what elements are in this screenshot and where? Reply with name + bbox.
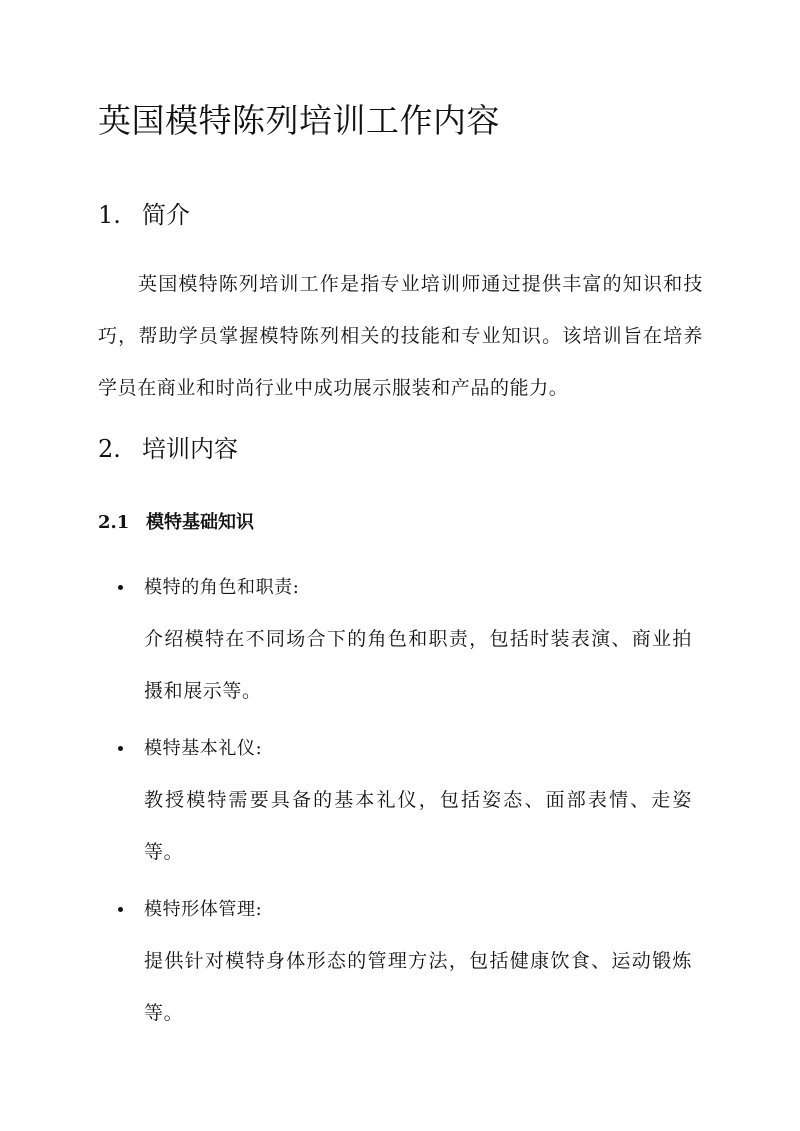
- list-item-label: 模特形体管理:: [144, 899, 263, 920]
- document-title: 英国模特陈列培训工作内容: [98, 101, 500, 140]
- subsection-number: 2.1: [98, 512, 130, 533]
- bullet-icon: [118, 746, 123, 751]
- intro-paragraph: 英国模特陈列培训工作是指专业培训师通过提供丰富的知识和技巧，帮助学员掌握模特陈列相关的技能和专业知识。该培训旨在培养学员在商业和时尚行业中成功展示服装和产品的能力。: [98, 273, 703, 399]
- list-item-description: 提供针对模特身体形态的管理方法，包括健康饮食、运动锻炼等。: [144, 950, 692, 1024]
- section-number: 2.: [98, 435, 121, 463]
- section-heading-training-content: [98, 429, 238, 464]
- section-title: 简介: [142, 201, 190, 229]
- list-item-label: 模特的角色和职责:: [144, 577, 300, 598]
- bullet-icon: [118, 907, 123, 912]
- section-number: 1.: [98, 201, 121, 229]
- list-item-description: 教授模特需要具备的基本礼仪，包括姿态、面部表情、走姿等。: [144, 789, 692, 863]
- section-title: 培训内容: [142, 435, 238, 463]
- list-item-label: 模特基本礼仪:: [144, 738, 263, 759]
- section-heading-intro: [98, 195, 190, 230]
- list-item-description: 介绍模特在不同场合下的角色和职责，包括时装表演、商业拍摄和展示等。: [144, 628, 692, 702]
- bullet-icon: [118, 585, 123, 590]
- subsection-heading-model-basics: [98, 508, 254, 534]
- subsection-title: 模特基础知识: [146, 512, 254, 533]
